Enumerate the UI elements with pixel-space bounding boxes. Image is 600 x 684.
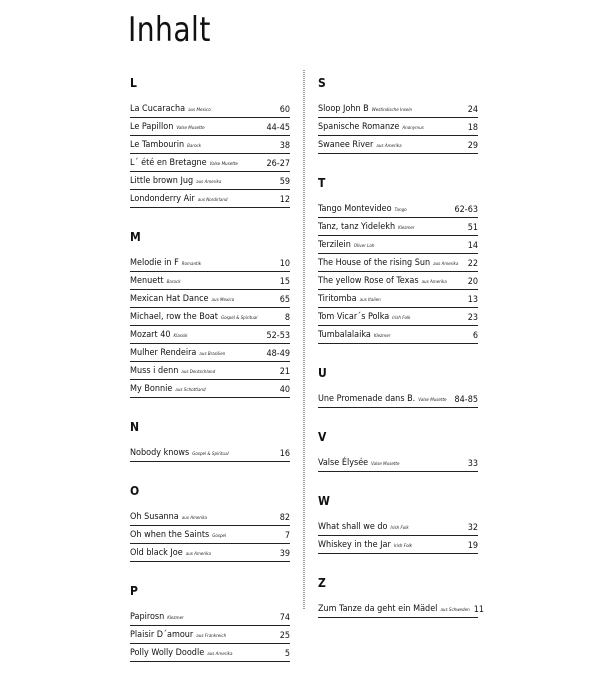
entry-subtitle: Valse Musette — [176, 126, 205, 131]
toc-entry — [130, 344, 290, 362]
entry-title: Swanee River — [318, 140, 374, 150]
index-section — [318, 494, 478, 554]
entry-subtitle: Valse Musette — [371, 462, 400, 467]
toc-entry — [318, 308, 478, 326]
toc-entry — [318, 136, 478, 154]
toc-entry — [318, 100, 478, 118]
entry-subtitle: Gospel & Spiritual — [220, 316, 258, 321]
entry-page-number: 10 — [279, 259, 290, 269]
entry-page-number: 48-49 — [266, 349, 290, 359]
entry-page-number: 60 — [279, 105, 290, 115]
entry-page-number: 16 — [279, 449, 290, 459]
section-letter: T — [318, 176, 326, 190]
entry-subtitle: Oliver Loh — [353, 244, 375, 249]
entry-subtitle: Barock — [187, 144, 202, 149]
toc-entry — [130, 290, 290, 308]
entry-title: Oh when the Saints — [130, 530, 210, 540]
toc-entry — [130, 626, 290, 644]
index-section — [318, 176, 478, 344]
entry-subtitle: Irish Folk — [390, 526, 409, 531]
toc-entry — [130, 308, 290, 326]
index-section — [130, 584, 290, 662]
entry-page-number: 8 — [284, 313, 290, 323]
entry-subtitle: aus Amerika — [433, 262, 459, 267]
entry-title: Tom Vicar´s Polka — [318, 312, 390, 322]
entry-title: Londonderry Air — [130, 194, 195, 204]
entry-subtitle: Valse Musette — [209, 162, 238, 167]
entry-subtitle: Tango — [394, 208, 407, 213]
entry-subtitle: Anonymus — [402, 126, 424, 131]
entry-page-number: 5 — [284, 649, 290, 659]
toc-entry — [318, 600, 484, 618]
entry-page-number: 13 — [467, 295, 478, 305]
entry-title: The House of the rising Sun — [318, 258, 431, 268]
entry-subtitle: aus Amerika — [181, 516, 208, 521]
entry-page-number: 18 — [467, 123, 478, 133]
entry-title: Melodie in F — [130, 258, 179, 268]
entry-subtitle: aus Amerika — [421, 280, 447, 285]
toc-entry — [130, 444, 290, 462]
left-column — [130, 76, 290, 684]
entry-subtitle: aus Mexico — [211, 298, 235, 303]
toc-entry — [130, 172, 290, 190]
entry-subtitle: aus Amerika — [185, 552, 211, 557]
toc-entry — [130, 100, 290, 118]
entry-subtitle: aus Amerika — [207, 652, 233, 657]
entry-subtitle: Gospel & Spiritual — [192, 452, 229, 457]
entry-subtitle: Klezmer — [373, 334, 391, 339]
toc-entry — [130, 254, 290, 272]
toc-entry — [318, 326, 478, 344]
right-column — [318, 76, 484, 640]
entry-subtitle: aus Mexico — [188, 108, 211, 113]
entry-title: Muss i denn — [130, 366, 179, 376]
entry-subtitle: Westindische Inseln — [371, 108, 413, 113]
toc-entry — [318, 218, 478, 236]
entry-page-number: 6 — [472, 331, 478, 341]
toc-entry — [318, 290, 478, 308]
entry-page-number: 20 — [467, 277, 478, 287]
index-section — [130, 420, 290, 462]
entry-page-number: 21 — [279, 367, 290, 377]
index-section — [318, 576, 484, 618]
entry-subtitle: Irish Folk — [393, 544, 413, 549]
entry-page-number: 22 — [467, 259, 478, 269]
entry-page-number: 32 — [467, 523, 478, 533]
entry-subtitle: aus Schottland — [175, 388, 206, 393]
entry-title: Plaisir D´amour — [130, 630, 194, 640]
entry-page-number: 84-85 — [454, 395, 478, 405]
entry-subtitle: Klassik — [173, 334, 188, 339]
entry-subtitle: aus Nordirland — [197, 198, 228, 203]
index-section — [130, 76, 290, 208]
entry-title: Le Papillon — [130, 122, 174, 132]
entry-title: L´ été en Bretagne — [130, 158, 207, 168]
section-letter: M — [130, 230, 141, 244]
toc-entry — [130, 272, 290, 290]
toc-entry — [130, 608, 290, 626]
toc-entry — [318, 518, 478, 536]
toc-entry — [318, 254, 478, 272]
toc-entry — [130, 362, 290, 380]
entry-page-number: 65 — [279, 295, 290, 305]
entry-page-number: 11 — [473, 605, 484, 615]
entry-page-number: 33 — [467, 459, 478, 469]
entry-title: Tango Montevideo — [318, 204, 392, 214]
section-letter: P — [130, 584, 138, 598]
entry-title: Terzilein — [318, 240, 351, 250]
toc-entry — [130, 380, 290, 398]
entry-subtitle: Irish Folk — [392, 316, 411, 321]
toc-entry — [318, 536, 478, 554]
toc-entry — [318, 272, 478, 290]
section-letter: U — [318, 366, 327, 380]
entry-title: Mulher Rendeira — [130, 348, 197, 358]
entry-subtitle: Klezmer — [167, 616, 184, 621]
entry-page-number: 24 — [467, 105, 478, 115]
entry-title: Spanische Romanze — [318, 122, 400, 132]
entry-subtitle: aus Amerika — [196, 180, 222, 185]
section-letter: S — [318, 76, 326, 90]
toc-entry — [130, 136, 290, 154]
entry-page-number: 62-63 — [454, 205, 478, 215]
entry-title: Nobody knows — [130, 448, 190, 458]
entry-subtitle: aus Brasilien — [199, 352, 226, 357]
section-letter: O — [130, 484, 140, 498]
entry-subtitle: aus Amerika — [376, 144, 402, 149]
entry-title: Le Tambourin — [130, 140, 185, 150]
toc-entry — [130, 526, 290, 544]
entry-subtitle: aus Deutschland — [181, 370, 216, 375]
entry-page-number: 82 — [279, 513, 290, 523]
entry-page-number: 51 — [467, 223, 478, 233]
entry-page-number: 29 — [467, 141, 478, 151]
index-section — [318, 366, 478, 408]
entry-page-number: 7 — [284, 531, 290, 541]
entry-title: Mexican Hat Dance — [130, 294, 209, 304]
index-section — [130, 484, 290, 562]
entry-title: Tiritomba — [318, 294, 357, 304]
entry-title: Tanz, tanz Yidelekh — [318, 222, 396, 232]
entry-page-number: 19 — [467, 541, 478, 551]
entry-page-number: 44-45 — [266, 123, 290, 133]
entry-page-number: 26-27 — [266, 159, 290, 169]
toc-entry — [130, 544, 290, 562]
entry-page-number: 12 — [279, 195, 290, 205]
entry-page-number: 74 — [279, 613, 290, 623]
entry-page-number: 14 — [467, 241, 478, 251]
entry-subtitle: Barock — [166, 280, 181, 285]
entry-page-number: 40 — [279, 385, 290, 395]
page-title: Inhalt — [128, 10, 211, 50]
section-letter: W — [318, 494, 330, 508]
section-letter: L — [130, 76, 137, 90]
index-section — [130, 230, 290, 398]
entry-page-number: 23 — [467, 313, 478, 323]
entry-title: Menuett — [130, 276, 164, 286]
entry-title: Whiskey in the Jar — [318, 540, 391, 550]
toc-entry — [318, 236, 478, 254]
toc-entry — [130, 154, 290, 172]
toc-entry — [130, 508, 290, 526]
entry-subtitle: aus Schweden — [440, 608, 470, 613]
entry-title: Old black Joe — [130, 548, 183, 558]
toc-entry — [130, 644, 290, 662]
section-letter: N — [130, 420, 140, 434]
entry-subtitle: Valse Musette — [418, 398, 447, 403]
entry-title: Papirosn — [130, 612, 165, 622]
entry-title: Une Promenade dans B. — [318, 394, 416, 404]
entry-page-number: 15 — [279, 277, 290, 287]
entry-title: Polly Wolly Doodle — [130, 648, 205, 658]
entry-page-number: 52-53 — [266, 331, 290, 341]
entry-subtitle: Gospel — [212, 534, 227, 539]
toc-entry — [130, 190, 290, 208]
entry-page-number: 25 — [279, 631, 290, 641]
toc-entry — [318, 454, 478, 472]
entry-title: Sloop John B — [318, 104, 369, 114]
entry-subtitle: Klezmer — [398, 226, 415, 231]
entry-subtitle: Romantik — [181, 262, 202, 267]
column-divider — [303, 70, 305, 610]
entry-title: The yellow Rose of Texas — [318, 276, 419, 286]
index-section — [318, 430, 478, 472]
entry-title: Zum Tanze da geht ein Mädel — [318, 604, 438, 614]
entry-title: La Cucaracha — [130, 104, 186, 114]
entry-title: Michael, row the Boat — [130, 312, 218, 322]
entry-title: Little brown Jug — [130, 176, 194, 186]
entry-subtitle: aus Frankreich — [196, 634, 227, 639]
entry-subtitle: aus Italien — [359, 298, 381, 303]
entry-title: My Bonnie — [130, 384, 173, 394]
toc-entry — [130, 326, 290, 344]
section-letter: Z — [318, 576, 326, 590]
entry-title: Valse Élysée — [318, 458, 369, 468]
index-section — [318, 76, 478, 154]
toc-entry — [318, 200, 478, 218]
toc-entry — [318, 390, 478, 408]
entry-title: Mozart 40 — [130, 330, 171, 340]
entry-title: Oh Susanna — [130, 512, 179, 522]
entry-title: Tumbalalaika — [318, 330, 371, 340]
entry-page-number: 59 — [279, 177, 290, 187]
entry-page-number: 38 — [279, 141, 290, 151]
toc-entry — [318, 118, 478, 136]
entry-title: What shall we do — [318, 522, 388, 532]
entry-page-number: 39 — [279, 549, 290, 559]
toc-entry — [130, 118, 290, 136]
section-letter: V — [318, 430, 327, 444]
